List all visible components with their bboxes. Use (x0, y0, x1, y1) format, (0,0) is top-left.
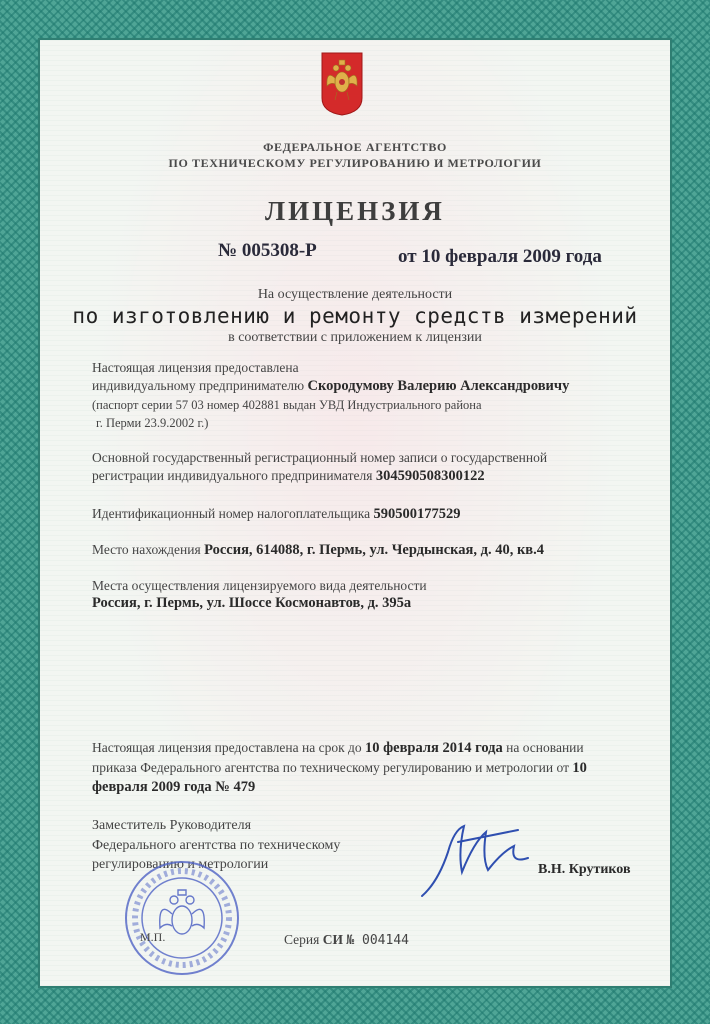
signatory-title-2: Федерального агентства по техническому (92, 838, 341, 853)
agency-line-1: ФЕДЕРАЛЬНОЕ АГЕНТСТВО (263, 140, 447, 154)
validity-line-3 (92, 779, 255, 796)
licensee-line (92, 378, 569, 395)
inn-label: Идентификационный номер налогоплательщика (92, 506, 371, 521)
licensee-intro: Настоящая лицензия предоставлена (92, 360, 299, 375)
passport-line-2: г. Перми 23.9.2002 г.) (96, 416, 209, 430)
document-title: ЛИЦЕНЗИЯ (265, 196, 445, 226)
license-number: № 005308-Р (218, 240, 317, 261)
registration-label: регистрации индивидуального предпринимателя (92, 468, 373, 483)
licensee-prefix: индивидуальному предпринимателю (92, 378, 305, 393)
license-date: от 10 февраля 2009 года (398, 246, 602, 267)
official-seal-icon (108, 858, 258, 976)
order-day: 10 (572, 760, 587, 776)
signatory-title-1: Заместитель Руководителя (92, 818, 252, 833)
purpose-appendix-note: в соответствии с приложением к лицензии (228, 330, 482, 345)
validity-text-1: Настоящая лицензия предоставлена на срок до (92, 740, 362, 755)
order-date: февраля 2009 года (92, 779, 212, 795)
purpose-intro: На осуществление деятельности (257, 287, 453, 302)
registration-line (92, 468, 485, 485)
series-number: № 004144 (346, 933, 409, 948)
signature-icon (418, 812, 548, 902)
location-line (92, 542, 544, 559)
series-code: СИ (322, 932, 343, 947)
inn-line (92, 506, 460, 523)
order-number: № 479 (215, 779, 256, 795)
inn-value: 590500177529 (373, 506, 461, 522)
coat-of-arms-icon (321, 52, 363, 116)
signatory-name: В.Н. Крутиков (538, 862, 631, 877)
validity-text-2: на основании (506, 740, 584, 755)
validity-line-1 (92, 740, 584, 757)
series-label: Серия (284, 932, 320, 947)
passport-line-1: (паспорт серии 57 03 номер 402881 выдан УВД Индустриального района (92, 398, 482, 412)
agency-line-2: ПО ТЕХНИЧЕСКОМУ РЕГУЛИРОВАНИЮ И МЕТРОЛОГИИ (168, 156, 542, 170)
activity-place-value: Россия, г. Пермь, ул. Шоссе Космонавтов, д. 395а (92, 595, 412, 611)
registration-line-1: Основной государственный регистрационный номер записи о государственной (92, 450, 548, 465)
signatory-title-3: регулированию и метрологии (92, 857, 269, 872)
activity-place-label: Места осуществления лицензируемого вида деятельности (92, 578, 427, 593)
licensee-name: Скородумову Валерию Александровичу (307, 378, 570, 394)
location-value: Россия, 614088, г. Пермь, ул. Чердынская, д. 40, кв.4 (204, 542, 545, 558)
validity-until: 10 февраля 2014 года (365, 740, 503, 756)
activity-type: по изготовлению и ремонту средств измерений (72, 304, 638, 328)
validity-line-2 (92, 760, 587, 777)
mp-mark: М.П. (140, 930, 166, 944)
registration-number: 304590508300122 (375, 468, 485, 484)
validity-text-3: приказа Федерального агентства по техническому регулированию и метрологии от (92, 760, 569, 775)
series-line (284, 932, 409, 948)
location-label: Место нахождения (92, 542, 201, 557)
